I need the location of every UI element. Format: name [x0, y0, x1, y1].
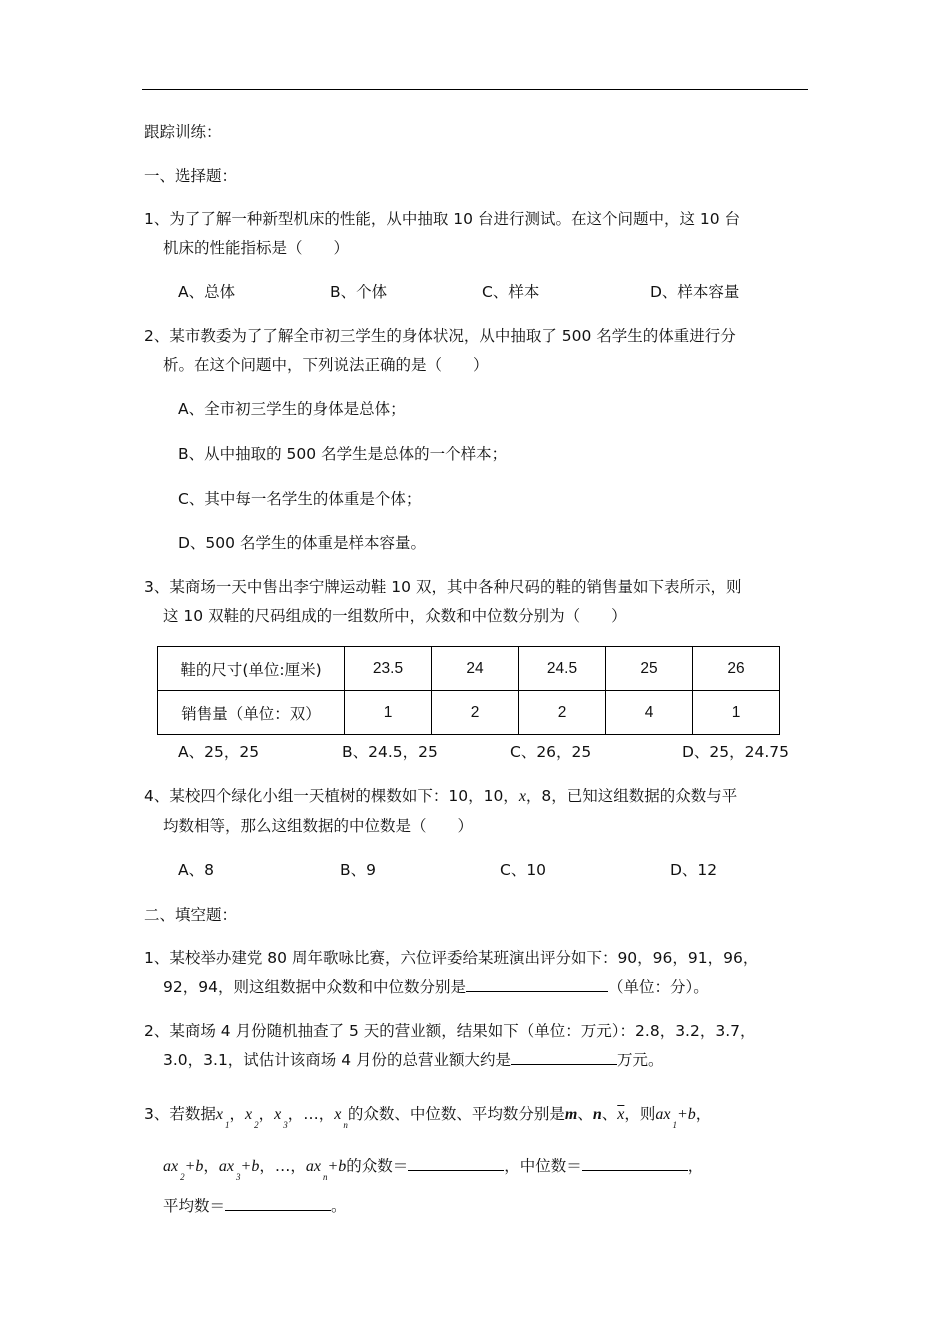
section-heading: 跟踪训练： [144, 123, 222, 141]
subscript: 2 [254, 1120, 259, 1130]
separator: ， [687, 1157, 704, 1175]
f1-line1: 1、某校举办建党 80 周年歌咏比赛，六位评委给某班演出评分如下：90，96，91，96， [144, 949, 759, 967]
answer-blank-mean[interactable] [225, 1196, 331, 1211]
q2-line2: 析。在这个问题中，下列说法正确的是（ ） [163, 356, 489, 374]
variable-n: n [592, 1106, 602, 1123]
table-cell: 26 [693, 647, 780, 691]
f1-text-post: （单位：分）。 [607, 978, 709, 996]
f3-line3 [163, 1196, 347, 1216]
period: 。 [331, 1197, 347, 1215]
f2-line1: 2、某商场 4 月份随机抽查了 5 天的营业额，结果如下（单位：万元）：2.8，3.2，3.7， [144, 1022, 756, 1040]
q4-text-pre: 4、某校四个绿化小组一天植树的棵数如下：10，10， [144, 787, 519, 805]
f3-line1 [144, 1104, 712, 1130]
table-header-count: 销售量（单位：双） [158, 691, 345, 735]
subscript: n [322, 1172, 328, 1182]
separator: ， [258, 1105, 275, 1123]
variable-x: x [215, 1106, 223, 1123]
f3-mean-label: 平均数＝ [163, 1197, 226, 1215]
q1-line2: 机床的性能指标是（ ） [163, 239, 350, 257]
expression-plus-b: +b [184, 1158, 204, 1175]
subscript: 1 [224, 1120, 230, 1130]
q2-option-a: A、全市初三学生的身体是总体； [178, 400, 406, 418]
f3-text-pre: 3、若数据 [144, 1105, 216, 1123]
table-cell: 1 [345, 691, 432, 735]
table-cell: 2 [432, 691, 519, 735]
table-cell: 1 [693, 691, 780, 735]
expression-plus-b: +b [240, 1158, 260, 1175]
table-cell: 4 [606, 691, 693, 735]
f3-mode-label: 的众数＝ [346, 1157, 409, 1175]
q3-line2: 这 10 双鞋的尺码组成的一组数所中，众数和中位数分别为（ ） [163, 607, 627, 625]
f3-text-mid: 的众数、中位数、平均数分别是 [347, 1105, 565, 1123]
answer-blank[interactable] [466, 977, 608, 992]
expression-ax: ax [305, 1158, 321, 1175]
answer-blank[interactable] [511, 1050, 617, 1065]
q1-line1: 1、为了了解一种新型机床的性能，从中抽取 10 台进行测试。在这个问题中，这 10 台 [144, 210, 741, 228]
variable-x: x [334, 1106, 342, 1123]
expression-ax: ax [163, 1158, 179, 1175]
q2-option-c: C、其中每一名学生的体重是个体； [178, 490, 422, 508]
table-cell: 2 [519, 691, 606, 735]
answer-blank-mode[interactable] [408, 1156, 504, 1171]
q4-option-c: C、10 [500, 861, 547, 879]
separator: ， [229, 1105, 245, 1123]
table-cell: 24 [432, 647, 519, 691]
table-header-size: 鞋的尺寸(单位:厘米) [158, 647, 345, 691]
q4-line1 [144, 786, 737, 807]
subscript: 3 [283, 1120, 288, 1130]
table-cell: 24.5 [519, 647, 606, 691]
q2-line1: 2、某市教委为了了解全市初三学生的身体状况，从中抽取了 500 名学生的体重进行分 [144, 327, 736, 345]
q4-option-d: D、12 [670, 861, 718, 879]
f3-median-label: ，中位数＝ [504, 1157, 582, 1175]
variable-x: x [245, 1106, 253, 1123]
subscript: 3 [236, 1172, 241, 1182]
table-cell: 23.5 [345, 647, 432, 691]
separator: ，…， [287, 1105, 335, 1123]
q2-option-d: D、500 名学生的体重是样本容量。 [178, 534, 426, 552]
subscript: 2 [180, 1172, 185, 1182]
q4-text-post: ，8，已知这组数据的众数与平 [525, 787, 738, 805]
variable-x-bar: $\overline{x}$ [617, 1106, 625, 1123]
expression-plus-b: +b [327, 1158, 347, 1175]
expression-ax: ax [218, 1158, 235, 1175]
f1-text-pre: 92，94，则这组数据中众数和中位数分别是 [163, 978, 466, 996]
section-title-fill: 二、填空题： [144, 906, 238, 924]
q3-option-c: C、26，25 [510, 743, 592, 761]
q4-option-b: B、9 [340, 861, 376, 879]
variable-m: m [564, 1106, 578, 1123]
table-row [158, 647, 780, 691]
shoe-sales-table [157, 646, 780, 735]
q1-option-a: A、总体 [178, 283, 236, 301]
answer-blank-median[interactable] [582, 1156, 688, 1171]
separator: ，…， [259, 1157, 306, 1175]
f3-text-then: ，则 [624, 1105, 656, 1123]
expression-ax: ax [655, 1106, 671, 1123]
separator: ， [203, 1157, 219, 1175]
subscript: n [343, 1120, 348, 1130]
separator: ， [695, 1105, 712, 1123]
f2-text-post: 万元。 [617, 1051, 664, 1069]
separator: 、 [601, 1105, 618, 1123]
q3-line1: 3、某商场一天中售出李宁牌运动鞋 10 双，其中各种尺码的鞋的销售量如下表所示，则 [144, 578, 742, 596]
q3-option-a: A、25，25 [178, 743, 260, 761]
q3-option-d: D、25，24.75 [682, 743, 790, 761]
f1-line2 [163, 977, 709, 997]
q4-option-a: A、8 [178, 861, 214, 879]
separator: 、 [577, 1105, 593, 1123]
q2-option-b: B、从中抽取的 500 名学生是总体的一个样本； [178, 445, 508, 463]
q1-option-d: D、样本容量 [650, 283, 740, 301]
variable-x: x [274, 1106, 282, 1123]
table-cell: 25 [606, 647, 693, 691]
q4-line2: 均数相等，那么这组数据的中位数是（ ） [163, 817, 474, 835]
f3-line2 [163, 1156, 704, 1182]
top-rule [142, 89, 808, 90]
section-title-choice: 一、选择题： [144, 167, 238, 185]
subscript: 1 [672, 1120, 677, 1130]
f2-text-pre: 3.0，3.1，试估计该商场 4 月份的总营业额大约是 [163, 1051, 512, 1069]
table-row [158, 691, 780, 735]
variable-x: x [518, 788, 526, 805]
expression-plus-b: +b [677, 1106, 696, 1123]
q1-option-b: B、个体 [330, 283, 388, 301]
f2-line2 [163, 1050, 664, 1070]
q3-option-b: B、24.5，25 [342, 743, 438, 761]
q1-option-c: C、样本 [482, 283, 540, 301]
